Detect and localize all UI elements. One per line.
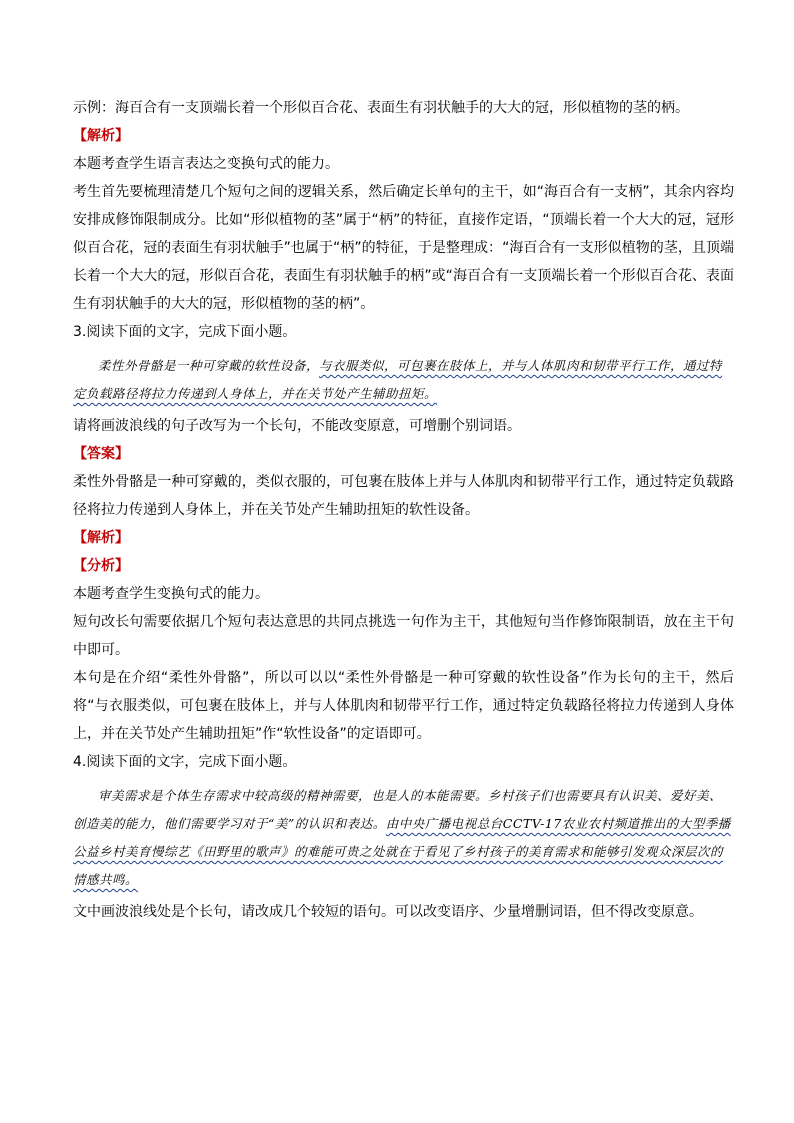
breakdown-label: 【分析】	[73, 558, 129, 574]
wavy-underlined-text: 与衣服类似，可包裹在肢体上，并与人体肌肉和韧带平行工作，通过特定负载路径将拉力传递到人身体上，并在关节处产生辅助扭矩。	[73, 358, 723, 401]
passage-text: 审美需求是个体生存需求中较高级的精神需要，也是人的本能需要。乡村孩子们也需要具有认识美、爱好美、创造美的能力，他们需要学习对于“美”的认识和表达。	[73, 788, 723, 831]
analysis-paragraph: 考生首先要梳理清楚几个短句之间的逻辑关系，然后确定长单句的主干，如“海百合有一支柄”，其余内容均安排成修饰限制成分。比如“形似植物的茎”属于“柄”的特征，直接作定语，“顶端长着一个大大的冠，冠形似百合花，冠的表面生有羽状触手”也属于“柄”的特征，于是整理成：“海百合有一支形似植物的茎，且顶端长着一个大大的冠，形似百合花，表面生有羽状触手的柄”或“海百合有一支顶端长着一个形似百合花、表面生有羽状触手的大大的冠，形似植物的茎的柄”。	[73, 184, 734, 312]
question-3-title: 3.阅读下面的文字，完成下面小题。	[73, 324, 297, 340]
breakdown-paragraph: 短句改长句需要依据几个短句表达意思的共同点挑选一句作为主干，其他短句当作修饰限制语，放在主干句中即可。	[73, 614, 734, 658]
wavy-underlined-text: 由中央广播电视总台CCTV-17农业农村频道推出的大型季播公益乡村美育慢综艺《田野里的歌声》的难能可贵之处就在于看见了乡村孩子的美育需求和能够引发观众深层次的情感共鸣。	[73, 816, 731, 887]
answer-text: 柔性外骨骼是一种可穿戴的，类似衣服的，可包裹在肢体上并与人体肌肉和韧带平行工作，通过特定负载路径将拉力传递到人身体上，并在关节处产生辅助扭矩的软性设备。	[73, 474, 734, 518]
analysis-paragraph: 本题考查学生语言表达之变换句式的能力。	[73, 156, 339, 172]
question-3-prompt: 请将画波浪线的句子改写为一个长句，不能改变原意，可增删个别词语。	[73, 418, 521, 434]
passage-text: 柔性外骨骼是一种可穿戴的软性设备，	[98, 358, 320, 373]
question-3-passage	[73, 352, 734, 408]
analysis-label: 【解析】	[73, 128, 129, 144]
question-4-passage	[73, 782, 734, 894]
breakdown-paragraph: 本句是在介绍“柔性外骨骼”，所以可以以“柔性外骨骼是一种可穿戴的软性设备”作为长句的主干，然后将“与衣服类似，可包裹在肢体上，并与人体肌肉和韧带平行工作，通过特定负载路径将拉力传递到人身体上，并在关节处产生辅助扭矩”作“软性设备”的定语即可。	[73, 670, 734, 742]
example-text: 示例：海百合有一支顶端长着一个形似百合花、表面生有羽状触手的大大的冠，形似植物的茎的柄。	[73, 100, 689, 116]
question-4-title: 4.阅读下面的文字，完成下面小题。	[73, 754, 297, 770]
breakdown-paragraph: 本题考查学生变换句式的能力。	[73, 586, 269, 602]
answer-label: 【答案】	[73, 446, 129, 462]
question-4-prompt: 文中画波浪线处是个长句，请改成几个较短的语句。可以改变语序、少量增删词语，但不得改变原意。	[73, 904, 703, 920]
analysis-label: 【解析】	[73, 530, 129, 546]
